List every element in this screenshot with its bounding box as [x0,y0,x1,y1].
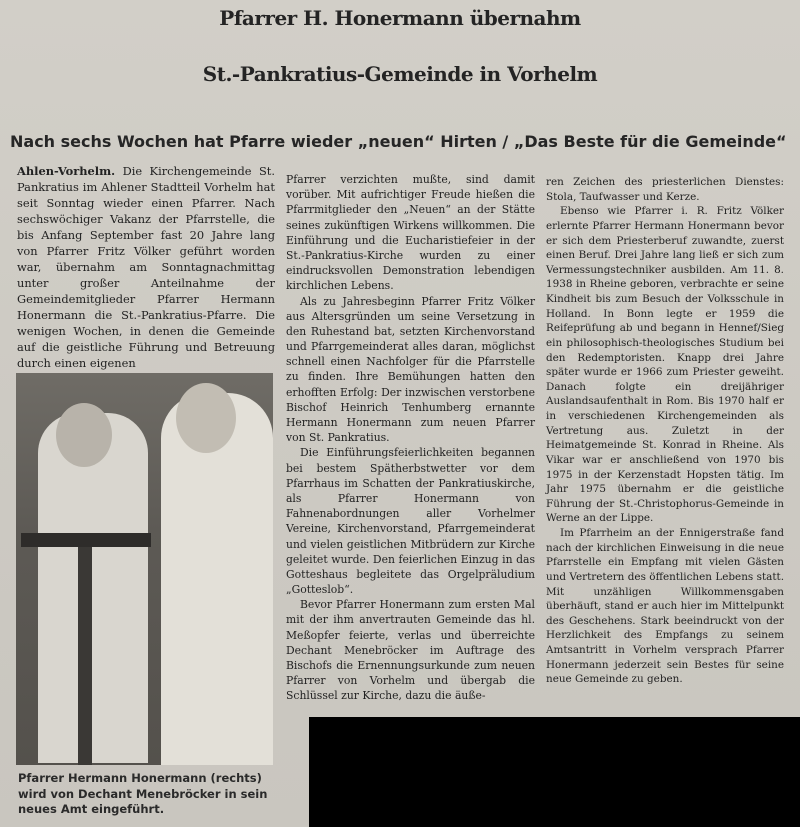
photo-caption: Pfarrer Hermann Honermann (rechts) wird von Dechant Menebröcker in sein neues Amt eingeführt. [18,771,268,816]
dechant-figure [38,413,148,763]
column2-paragraph-1: Pfarrer verzichten mußte, sind damit vorüber. Mit aufrichtiger Freude hießen die Pfarrmitglieder den „Neuen“ an der Stätte seines zukünftigen Wirkens willkommen. Die Einführung und die Eucharistiefeier in der St.-Pankratius-Kirche wurden zu einer eindrucksvollen Demonstration lebendigen kirchlichen Lebens. [286,173,535,293]
pfarrer-head [176,383,236,453]
article-column-2 [286,172,535,704]
column3-paragraph-1: ren Zeichen des priesterlichen Dienstes: Stola, Taufwasser und Kerze. [546,176,784,203]
column1-text: Die Kirchengemeinde St. Pankratius im Ahlener Stadtteil Vorhelm hat seit Sonntag wieder einen Pfarrer. Nach sechswöchiger Vakanz der Pfarrstelle, die bis Anfang September fast 20 Jahre lang von Pfarrer Fritz Völker geführt worden war, übernahm am Sonntagnachmittag unter großer Anteilnahme der Gemeindemitglieder Pfarrer Hermann Honermann die St.-Pankratius-Pfarre. Die wenigen Wochen, in denen die Gemeinde auf die geistliche Führung und Betreuung durch einen eigenen [17,164,275,371]
headline-line-1: Pfarrer H. Honermann übernahm [219,6,581,30]
lectern [21,533,151,547]
column3-paragraph-2: Ebenso wie Pfarrer i. R. Fritz Völker erlernte Pfarrer Hermann Honermann bevor er sich dem Priesterberuf zuwandte, zuerst einen Beruf. Drei Jahre lang ließ er sich zum Vermessungstechniker ausbilden. Am 11. 8. 1938 in Rheine geboren, verbrachte er seine Kindheit bis zum Besuch der Volksschule in Holland. In Bonn legte er 1959 die Reifeprüfung ab und begann in Hennef/Sieg ein philosophisch-theologisches Studium bei den Redemptoristen. Knapp drei Jahre später wurde er 1966 zum Priester geweiht. Danach folgte ein dreijähriger Auslandsaufenthalt in Rom. Bis 1970 half er in verschiedenen Kirchengemeinden als Vertretung aus. Zuletzt in der Heimatgemeinde St. Konrad in Rheine. Als Vikar war er anschließend von 1970 bis 1975 in der Kerzenstadt Hopsten tätig. Im Jahr 1975 übernahm er die geistliche Führung der St.-Christophorus-Gemeinde in Werne an der Lippe. [546,205,784,525]
column2-paragraph-2: Als zu Jahresbeginn Pfarrer Fritz Völker aus Altersgründen um seine Versetzung in den Ruhestand bat, setzten Kirchenvorstand und Pfarrgemeinderat alles daran, möglichst schnell einen Nachfolger für die Pfarrstelle zu finden. Ihre Bemühungen hatten den erhofften Erfolg: Der inzwischen verstorbene Bischof Heinrich Tenhumberg ernannte Hermann Honermann zum neuen Pfarrer von St. Pankratius. [286,294,535,445]
article-photo [16,373,273,765]
lectern-stand [78,547,92,765]
article-column-3 [546,175,784,687]
column2-paragraph-3: Die Einführungsfeierlichkeiten begannen bei bestem Spätherbstwetter vor dem Pfarrhaus im Schatten der Pankratiuskirche, als Pfarrer Honermann von Fahnenabordnungen aller Vorhelmer Vereine, Kirchenvorstand, Pfarrgemeinderat und vielen geistlichen Mitbrüdern zur Kirche geleitet wurde. Den feierlichen Einzug in das Gotteshaus begleitete das Orgelpräludium „Gotteslob“. [286,446,535,597]
headline-line-2: St.-Pankratius-Gemeinde in Vorhelm [202,62,598,86]
dechant-head [56,403,112,467]
column1-paragraph-1 [17,163,275,371]
article-column-1 [17,163,275,371]
column2-paragraph-4: Bevor Pfarrer Honermann zum ersten Mal mit der ihm anvertrauten Gemeinde das hl. Meßopfer feierte, verlas und überreichte Dechant Menebröcker im Auftrage des Bischofs die Ernennungsurkunde zum neuen Pfarrer von Vorhelm und übergab die Schlüssel zur Kirche, dazu die äuße- [286,598,535,703]
dateline: Ahlen-Vorhelm. [17,164,116,178]
column3-paragraph-3: Im Pfarrheim an der Ennigerstraße fand nach der kirchlichen Einweisung in die neue Pfarrstelle ein Empfang mit vielen Gästen und Vertretern des öffentlichen Lebens statt. Mit unzähligen Willkommensgaben überhäuft, stand er auch hier im Mittelpunkt des Geschehens. Stark beeindruckt von der Herzlichkeit des Empfangs zu seinem Amtsantritt in Vorhelm versprach Pfarrer Honermann jederzeit sein Bestes für seine neue Gemeinde zu geben. [546,527,784,686]
subheadline: Nach sechs Wochen hat Pfarre wieder „neuen“ Hirten / „Das Beste für die Gemeinde“ [10,132,787,151]
black-mask-area [309,717,800,827]
